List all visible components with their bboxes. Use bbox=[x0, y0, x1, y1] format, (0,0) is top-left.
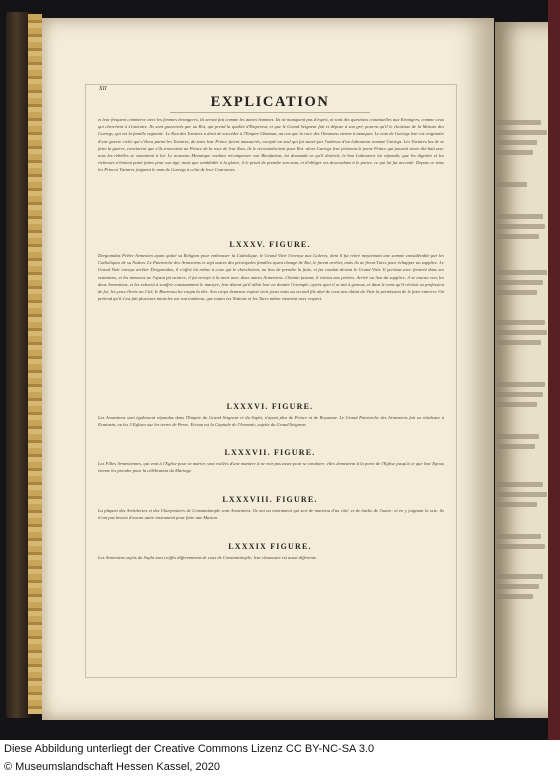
license-caption: Diese Abbildung unterliegt der Creative Commons Lizenz CC BY-NC-SA 3.0 bbox=[4, 743, 375, 755]
book-cover-right bbox=[548, 0, 560, 740]
section-heading: LXXXVIII. FIGURE. bbox=[222, 495, 318, 504]
section-heading: LXXXVI. FIGURE. bbox=[226, 402, 314, 411]
facing-page bbox=[495, 22, 555, 718]
section-text: Les Armeniens sujets du Sophi sont coiffés differemment de ceux de Constantinople; leur chaussure est aussi differente. bbox=[98, 555, 318, 560]
section-text: Dergomidas Prêtre Armenien ayant quitté sa Religion pour embrasser la Catholique, le Grand Vizir l'envoya aux Galeres, dont il fut retiré moyennant une somme considérable par les Catholiques de sa Nation. Le Patriarche des Armeniens et sept autres des principales familles ayant changé de Roi, le furent arrêter, mais ils ne firent Turcs pour échapper au supplice. Le Grand Vizir envoya arrêter Dergomidas, il s'offrit lui même à ceux qui le cherchoient, au lieu de prendre la fuite, et fut conduit devant le Grand Vizir. Il persista avec fermeté dans ses sentimens, et les menaces ne l'ayant pû vaincre, il fut envoyé à la mort avec deux autres Armeniens. Chemin faisant, il résista aux prières. Arrivé au lieu du supplice, il se tourna vers les deux Armeniens, et les exhorta à souffrir constamment le martyre, leur disant qu'il alloit leur en donner l'exemple; après quoi il se mit à genoux, et dans le tems qu'il récitoit sa profession de foi, les yeux élevés au Ciel, le Bourreau lui coupa la tête. Son corps demeura exposé trois jours mais au second fils aîné de ceux ans obtint du Vizir la permission de le faire enterrer. On prétend qu'il s'est fait plusieurs miracles sur son tombeau, que toutes les Nations et les Turcs même viennent avec respect. bbox=[98, 253, 444, 302]
title-rule bbox=[170, 112, 370, 113]
gilt-page-edges bbox=[28, 14, 42, 714]
section-heading: LXXXV. FIGURE. bbox=[229, 240, 311, 249]
intro-text: et leur frequent commerce avec les femmes étrangeres, ils seront fait comme les autres hommes. Ils ne manquent pas d'esprit, ni sont des questions continuelles aux Etrangers, comme ceux qui cherchent à s'instruire. Ils sont gouvernés par un Roi, qui prend la qualité d'Empereur, et que le Grand Seigneur fait et dépose à son gré, pourvu qu'il le choisisse de la Maison des Guriegs, qui est la famille regnante. Le Kan des Tartares a droit de succéder à l'Empire Ottoman, au cas que la race des Ottomans vienne à manquer. Le nom de Guriegs leur est originaire d'une guerre civile qui s'éleva parmi les Tartares, du tems leur Prince furent massacrés, excepté un seul qui fut sauvé par l'adresse d'un Laboureur nommé Guriegs. Les Tartares las de se faire la guerre, convinrent que s'ils trouvoient un Prince de la race de leur Kan, ils le reconnoîtroient pour Roi: alors Guriegs leur présenta le jeune Prince qui pouvoit avoir dix-huit ans: tous les rebelles se soumirent à lui. Le nouveau Monarque voulant récompenser son Bienfaiteur, lui demanda ce qu'il desiroit; le bon Laboureur lui répondit, que les dignités et les richesses n'étoient point faites pour son âge, mais que semblable à la gloire, il le priait de prendre son nom, et d'obliger ses descendans à le porter, ce qui lui fut accordé. Depuis ce tems les Princes Tartares joignent le nom de Guriegs à celui de leur Couronnes. bbox=[98, 117, 444, 173]
section-text: Les Filles Armeniennes, qui vont à l'Eglise pour se marier, sont voilées d'une maniere à ne voir pas assez pour se conduire: elles demeurent à la porte de l'Eglise jusqu'à ce que leur Epoux vienne les prendre pour la célébration du Mariage. bbox=[98, 461, 444, 474]
page-number: XII bbox=[99, 86, 107, 92]
section-heading: LXXXIX FIGURE. bbox=[228, 542, 312, 551]
page-title: EXPLICATION bbox=[210, 94, 330, 110]
copyright-caption: © Museumslandschaft Hessen Kassel, 2020 bbox=[4, 761, 220, 773]
section-text: La plupart des Architectes et des Charpentiers de Constantinople sont Armeniens. Ils ont un instrument qui sert de marteau d'un côté, et de hache de l'autre; et en y joignant la scie, ils n'ont pas besoin d'aucun autre instrument pour faire une Maison. bbox=[98, 508, 444, 521]
section-heading: LXXXVII. FIGURE. bbox=[224, 448, 316, 457]
section-text: Les Armeniens sont également répandus dans l'Empire du Grand Seigneur et du Sophi, n'ayant plus de Prince ni de Royaume. Le Grand Patriarche des Armeniens fait sa résidence à Ecmiazin, ou les 3 Eglises sur les terres de Perse. Erivan est la Capitale de l'Armenie, sujette du Grand Seigneur. bbox=[98, 415, 444, 428]
